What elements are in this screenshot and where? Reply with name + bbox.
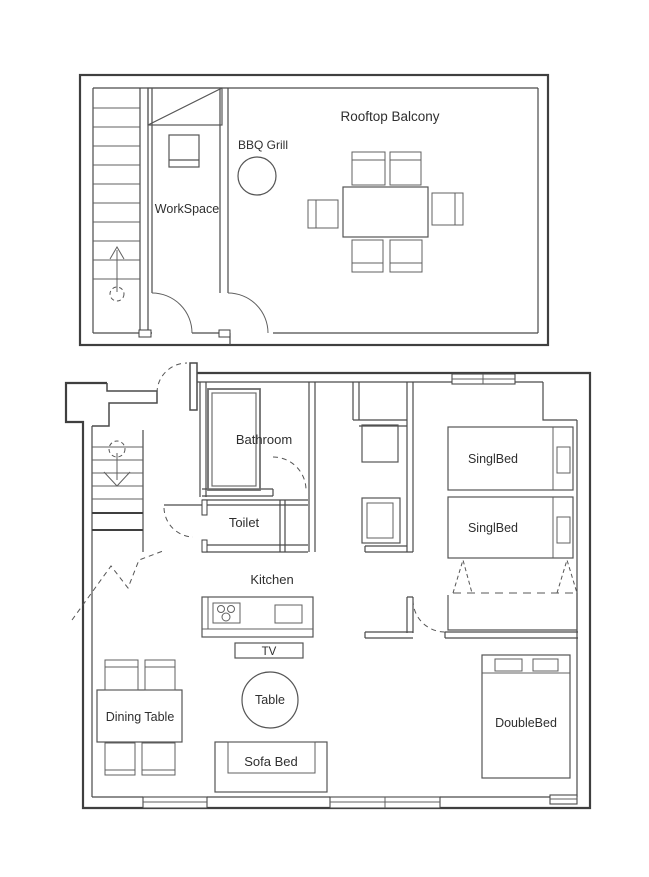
table-label: Table — [255, 693, 285, 707]
living-wall-stub — [365, 632, 413, 638]
double-bed-label: DoubleBed — [495, 716, 557, 730]
upper-floor-plan — [80, 75, 548, 345]
bathroom-door-arc — [273, 457, 306, 490]
pillow-4 — [533, 659, 558, 671]
toilet-door-arc — [164, 508, 193, 537]
twin-bedroom — [445, 427, 578, 638]
kitchen — [202, 572, 313, 637]
toilet-label: Toilet — [228, 515, 260, 530]
single-bed-1-label: SinglBed — [467, 452, 519, 466]
counter-lines — [202, 597, 313, 629]
rooftop-balcony-label: Rooftop Balcony — [340, 109, 440, 124]
staircase-down — [92, 430, 143, 552]
entry-side-wall — [190, 363, 197, 410]
desk — [169, 135, 199, 167]
lower-inner-wall — [92, 382, 577, 797]
bathroom-label: Bathroom — [235, 432, 293, 447]
entry-porch-wall — [92, 383, 157, 426]
appliance-1 — [362, 425, 398, 462]
hall-walls — [353, 382, 445, 638]
stair-treads-thick — [92, 513, 143, 530]
burner-1 — [218, 606, 225, 613]
appliance-2-inner — [367, 503, 393, 538]
bedroom-wall-upper — [407, 382, 413, 552]
toilet — [164, 500, 308, 552]
upper-outer-wall — [80, 75, 548, 345]
double-bedroom — [482, 655, 570, 778]
niche-wall — [353, 382, 407, 426]
toilet-door-jamb-top — [202, 500, 207, 515]
bbq-grill-label: BBQ Grill — [237, 138, 289, 152]
appliance-2 — [362, 498, 400, 543]
lower-floor-plan — [66, 363, 590, 808]
stair-down-arrow — [104, 453, 130, 486]
burner-2 — [228, 606, 235, 613]
pillow-3 — [495, 659, 522, 671]
pillow-2 — [557, 517, 570, 543]
skylight-diagonal — [148, 88, 222, 125]
outdoor-chairs — [308, 152, 463, 272]
door-threshold-2 — [219, 330, 230, 337]
entry-door-arc — [157, 363, 187, 393]
tv-label: TV — [261, 646, 277, 658]
break-line-zigzag — [72, 551, 163, 620]
bedroom-door-post — [407, 597, 413, 633]
dining-area — [97, 660, 182, 775]
bedroom-door-arc — [413, 600, 445, 632]
living-room — [215, 643, 327, 792]
toilet-door-jamb-bottom — [202, 540, 207, 552]
kitchen-label: Kitchen — [250, 572, 294, 587]
staircase-up — [93, 88, 140, 333]
niche-bottom-wall — [365, 546, 407, 552]
wardrobe — [448, 593, 577, 630]
bedroom-divider-wall — [445, 632, 578, 638]
workspace-room — [148, 88, 228, 333]
door-arc-workspace — [152, 293, 192, 333]
single-bed-2-label: SinglBed — [467, 521, 519, 535]
dining-table-label: Dining Table — [105, 710, 175, 724]
door-threshold-1 — [139, 330, 151, 337]
sofa-bed-label: Sofa Bed — [244, 754, 298, 769]
wardrobe-hanger-marks — [453, 560, 577, 593]
workspace-label: WorkSpace — [154, 202, 220, 216]
rooftop-balcony — [238, 109, 463, 272]
sink — [275, 605, 302, 623]
outdoor-table — [343, 187, 428, 237]
bbq-grill-circle — [238, 157, 276, 195]
pillow-1 — [557, 447, 570, 473]
stair-up-arrow — [110, 247, 124, 292]
door-arc-balcony — [228, 293, 268, 333]
burner-3 — [222, 613, 230, 621]
